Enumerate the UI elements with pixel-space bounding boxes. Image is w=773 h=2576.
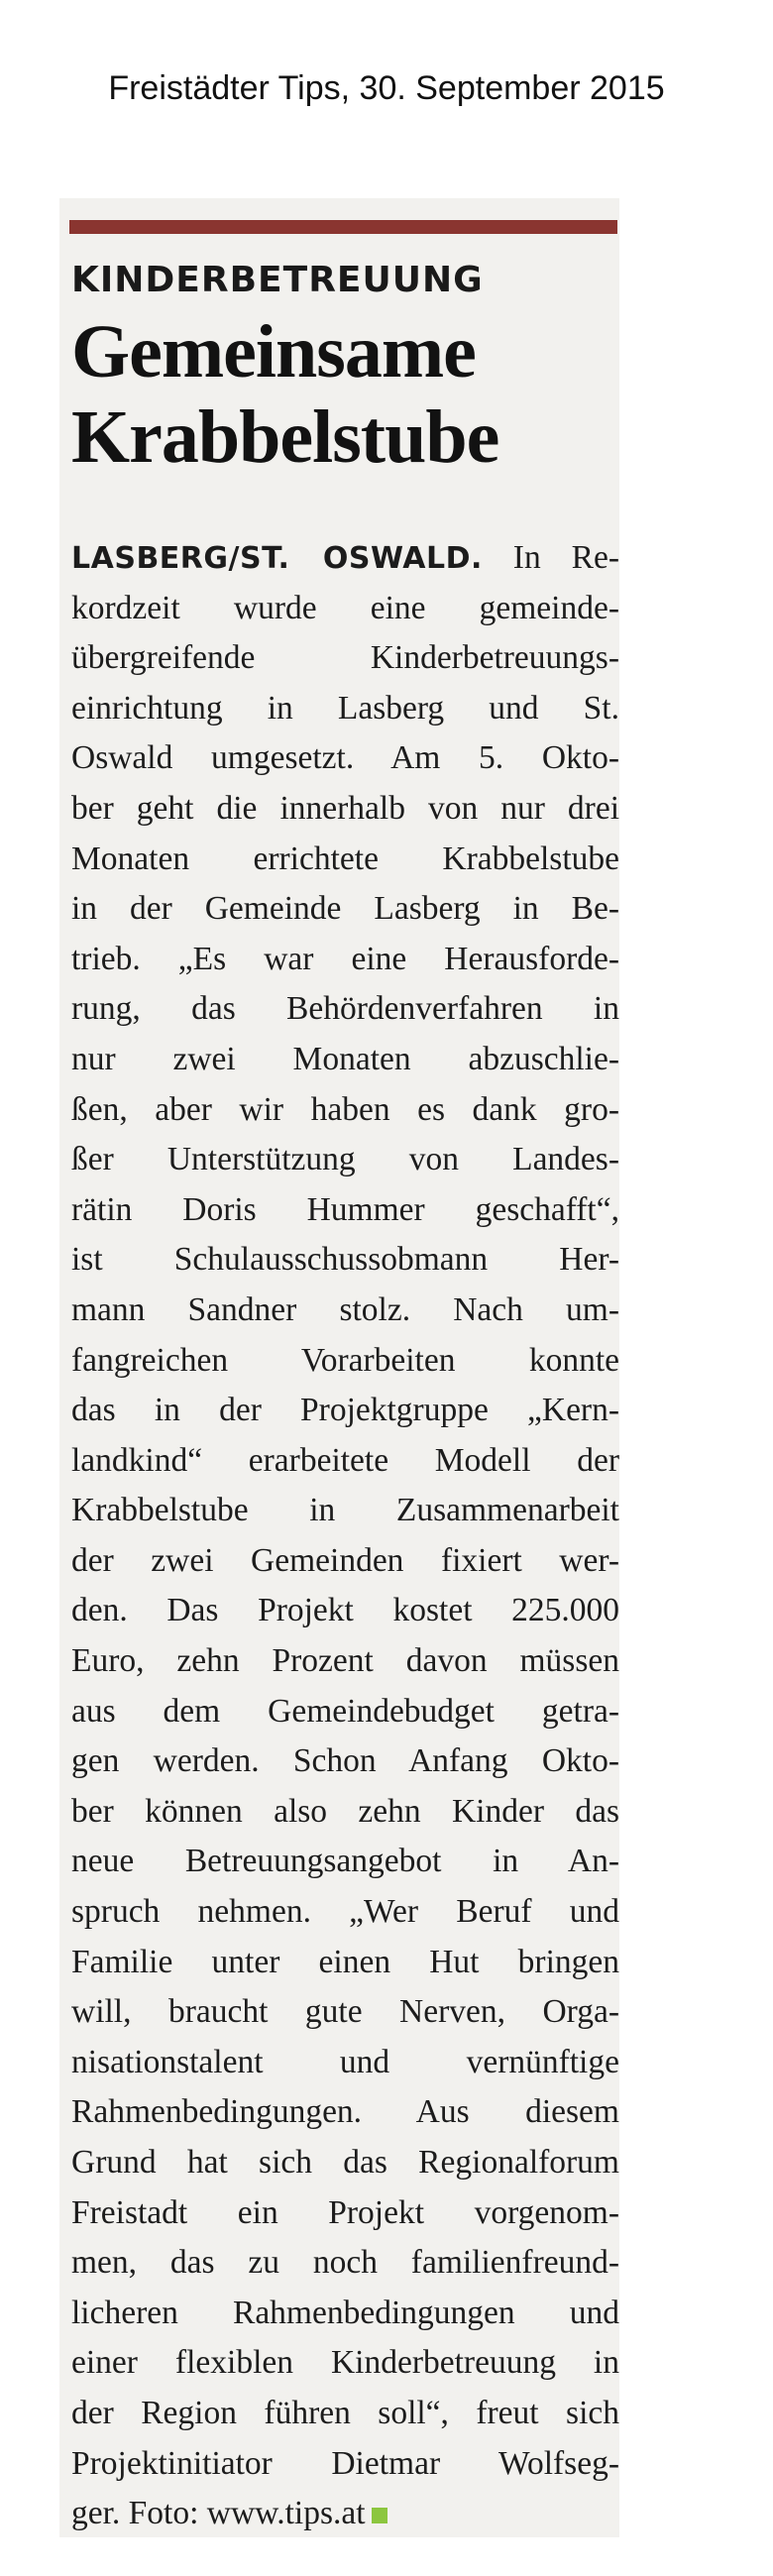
body-line: nur zwei Monaten abzuschlie- [71,1040,619,1077]
body-line: will, braucht gute Nerven, Orga- [71,1993,619,2031]
last-line-text: ger. Foto: www.tips.at [71,2495,366,2532]
body-line: Oswald umgesetzt. Am 5. Okto- [71,739,619,777]
article-body [71,533,619,2539]
body-line: einrichtung in Lasberg und St. [71,689,619,727]
body-line: Grund hat sich das Regionalforum [71,2144,619,2181]
body-line: rätin Doris Hummer geschafft“, [71,1190,619,1228]
article-headline [71,309,616,480]
body-line: Euro, zehn Prozent davon müssen [71,1642,619,1680]
body-line: kordzeit wurde eine gemeinde- [71,589,619,626]
body-line: Rahmenbedingungen. Aus diesem [71,2093,619,2131]
body-line: neue Betreuungsangebot in An- [71,1843,619,1880]
section-kicker: KINDERBETREUUNG [71,260,484,300]
body-line: fangreichen Vorarbeiten konnte [71,1341,619,1379]
source-header: Freistädter Tips, 30. September 2015 [108,69,665,107]
body-line: aus dem Gemeindebudget getra- [71,1692,619,1730]
body-line: einer flexiblen Kinderbetreuung in [71,2344,619,2382]
body-line: ßer Unterstützung von Landes- [71,1141,619,1178]
body-line: men, das zu noch familienfreund- [71,2244,619,2282]
body-line: licheren Rahmenbedingungen und [71,2294,619,2331]
body-line: mann Sandner stolz. Nach um- [71,1290,619,1328]
body-line-first [71,533,619,584]
body-line: rung, das Behördenverfahren in [71,990,619,1028]
body-line: den. Das Projekt kostet 225.000 [71,1592,619,1629]
body-line: trieb. „Es war eine Herausforde- [71,940,619,977]
body-line: Freistadt ein Projekt vorgenom- [71,2193,619,2231]
body-line: spruch nehmen. „Wer Beruf und [71,1893,619,1931]
body-line: Projektinitiator Dietmar Wolfseg- [71,2444,619,2482]
body-line: das in der Projektgruppe „Kern- [71,1392,619,1429]
body-line: ist Schulausschussobmann Her- [71,1241,619,1279]
body-line: gen werden. Schon Anfang Okto- [71,1742,619,1780]
dateline: LASBERG/ST. OSWALD. [71,541,483,576]
section-rule [69,220,617,234]
body-line: der Region führen soll“, freut sich [71,2394,619,2431]
body-line: ßen, aber wir haben es dank gro- [71,1090,619,1128]
body-line: landkind“ erarbeitete Modell der [71,1441,619,1479]
body-line: Familie unter einen Hut bringen [71,1943,619,1980]
body-line-last [71,2489,619,2539]
article-clipping [59,198,619,2537]
body-line: Monaten errichtete Krabbelstube [71,840,619,877]
body-line: nisationstalent und vernünftige [71,2043,619,2080]
first-line-text: In Re- [512,539,619,576]
body-line: in der Gemeinde Lasberg in Be- [71,890,619,928]
body-line: Krabbelstube in Zusammenarbeit [71,1492,619,1529]
body-line: ber können also zehn Kinder das [71,1792,619,1830]
body-line: ber geht die innerhalb von nur drei [71,789,619,827]
headline-line-2: Krabbelstube [71,395,499,479]
end-square-icon [372,2508,387,2523]
headline-line-1: Gemeinsame [71,310,476,393]
body-line: der zwei Gemeinden fixiert wer- [71,1541,619,1579]
body-line: übergreifende Kinderbetreuungs- [71,639,619,677]
